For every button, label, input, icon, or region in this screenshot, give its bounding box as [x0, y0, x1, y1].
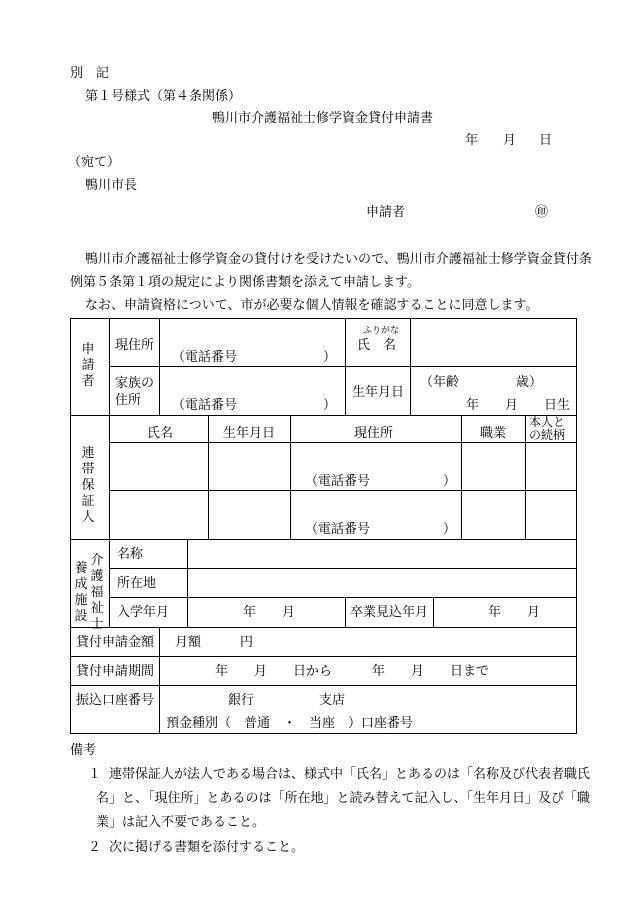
facility-label-col-1: 養成施設 — [74, 561, 88, 624]
birth-ymd: 年 月 日生 — [466, 398, 571, 413]
loan-amount-value: 月額 円 — [175, 635, 254, 650]
address-label: 現住所 — [115, 338, 155, 353]
guarantor-2-phone-close: ） — [443, 522, 457, 537]
graduation-ym: 年 月 — [488, 605, 541, 620]
bank-account-label: 振込口座番号 — [76, 693, 155, 708]
deposit-type-line: 預金種別（ 普通 ・ 当座 ）口座番号 — [166, 716, 414, 731]
appendix-label: 別 記 — [70, 66, 110, 81]
mayor: 鴨川市長 — [85, 178, 138, 193]
note-2-number: ２ — [88, 840, 102, 855]
seal-mark: ㊞ — [535, 205, 549, 220]
guarantor-1-phone-label: （電話番号 — [305, 474, 371, 489]
facility-name-label: 名称 — [117, 547, 144, 562]
loan-period-from: 年 月 日から — [215, 664, 333, 679]
enroll-ym: 年 月 — [243, 605, 296, 620]
age-close: 歳） — [516, 375, 543, 390]
graduation-label: 卒業見込年月 — [350, 605, 429, 620]
guarantor-section-label: 連帯保証人 — [81, 446, 95, 525]
note-1-number: １ — [88, 767, 102, 782]
note-1-line-1: 連帯保証人が法人である場合は、様式中「氏名」とあるのは「名称及び代表者職氏 — [109, 767, 591, 782]
guarantor-col-relation-1: 本人と — [529, 415, 566, 429]
family-phone-close: ） — [323, 398, 337, 413]
addressee: （宛て） — [68, 155, 121, 170]
family-address-label-1: 家族の — [115, 376, 155, 391]
applicant-name-field[interactable] — [412, 320, 574, 364]
furigana-label: ふりがな — [363, 326, 400, 336]
enroll-label: 入学年月 — [117, 605, 170, 620]
guarantor-col-birth: 生年月日 — [223, 426, 276, 441]
facility-label-col-2: 介護福祉士 — [90, 553, 104, 632]
form-number: 第１号様式（第４条関係） — [85, 89, 242, 104]
guarantor-col-job: 職業 — [480, 426, 507, 441]
guarantor-col-relation-2: の続柄 — [529, 428, 566, 442]
name-label: 氏 名 — [357, 338, 397, 353]
applicant-phone-label: （電話番号 — [172, 350, 238, 365]
guarantor-2-phone-label: （電話番号 — [305, 522, 371, 537]
age-open: （年齢 — [420, 375, 460, 390]
family-phone-label: （電話番号 — [172, 398, 238, 413]
note-2-line-1: 次に掲げる書類を添付すること。 — [109, 840, 305, 855]
notes-heading: 備考 — [70, 743, 97, 758]
loan-amount-label: 貸付申請金額 — [76, 635, 155, 650]
loan-period-to: 年 月 日まで — [372, 664, 490, 679]
applicant-section-label: 申請者 — [81, 342, 95, 389]
body-line-2: 例第５条第１項の規定により関係書類を添えて申請します。 — [70, 275, 420, 290]
guarantor-col-address: 現住所 — [354, 426, 394, 441]
applicant-phone-close: ） — [323, 350, 337, 365]
facility-location-label: 所在地 — [117, 576, 157, 591]
guarantor-col-name: 氏名 — [147, 426, 174, 441]
body-line-1: 鴨川市介護福祉士修学資金の貸付けを受けたいので、鴨川市介護福祉士修学資金貸付条 — [85, 252, 592, 267]
family-address-label-2: 住所 — [115, 393, 142, 408]
loan-period-label: 貸付申請期間 — [76, 664, 155, 679]
applicant-label: 申請者 — [366, 205, 406, 220]
date-year: 年 — [465, 133, 479, 148]
guarantor-1-phone-close: ） — [443, 474, 457, 489]
note-1-line-2: 名」と、「現住所」とあるのは「所在地」と読み替えて記入し、「生年月日」及び「職 — [96, 791, 591, 806]
body-line-3: なお、申請資格について、市が必要な個人情報を確認することに同意します。 — [85, 298, 539, 313]
date-month: 月 — [503, 133, 517, 148]
note-1-line-3: 業」は記入不要であること。 — [96, 815, 266, 830]
bank-branch-line: 銀行 支店 — [228, 693, 346, 708]
page-title: 鴨川市介護福祉士修学資金貸付申請書 — [212, 111, 434, 126]
date-day: 日 — [539, 133, 553, 148]
birthdate-label: 生年月日 — [352, 385, 405, 400]
